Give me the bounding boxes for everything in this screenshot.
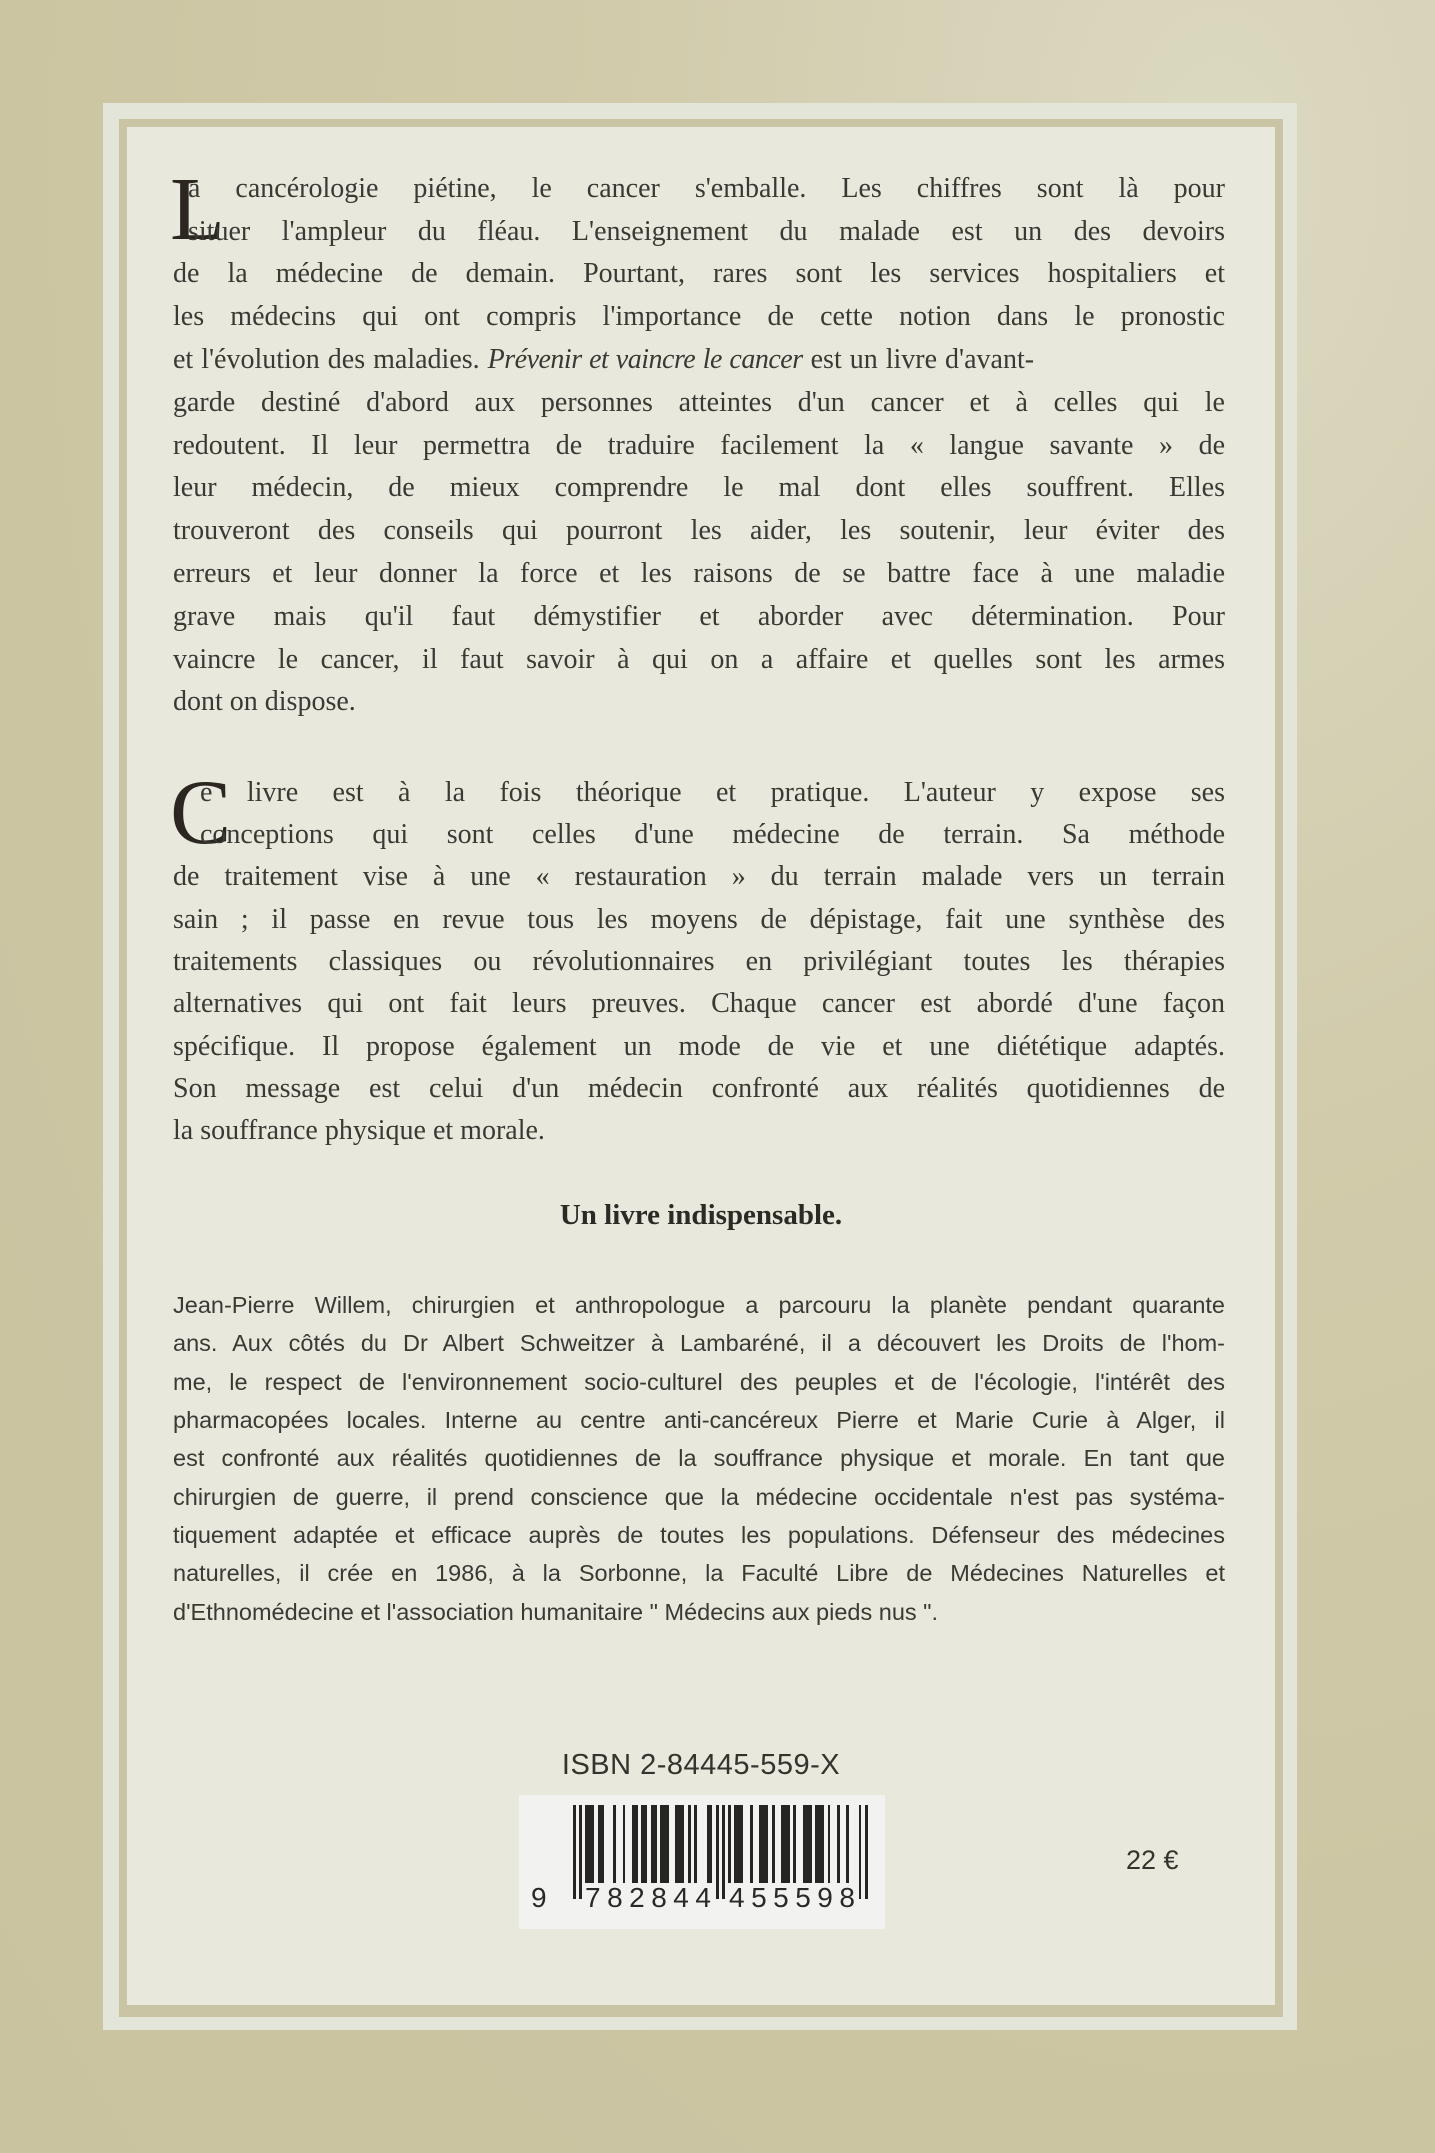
bio-line: est confronté aux réalités quotidiennes de la souffrance physique et morale. En tant que — [173, 1445, 1225, 1471]
text-line: leur médecin, de mieux comprendre le mal dont elles souffrent. Elles — [173, 472, 1225, 503]
barcode-bar — [781, 1805, 790, 1883]
barcode-bar — [694, 1805, 697, 1883]
barcode-bar — [688, 1805, 691, 1883]
text-line: garde destiné d'abord aux personnes atteintes d'un cancer et à celles qui le — [173, 387, 1225, 418]
text-line: les médecins qui ont compris l'importance de cette notion dans le pronostic — [173, 301, 1225, 332]
bio-line: Jean-Pierre Willem, chirurgien et anthropologue a parcouru la planète pendant quarante — [173, 1292, 1225, 1318]
text-line: a cancérologie piétine, le cancer s'emballe. Les chiffres sont là pour — [188, 173, 1225, 204]
text-line: sain ; il passe en revue tous les moyens de dépistage, fait une synthèse des — [173, 904, 1225, 935]
barcode-bar — [613, 1805, 616, 1883]
text-line: la souffrance physique et morale. — [173, 1115, 545, 1146]
barcode-bar — [707, 1805, 713, 1883]
barcode-bar — [651, 1805, 657, 1883]
barcode-bar — [573, 1805, 576, 1899]
text-line: traitements classiques ou révolutionnaires en privilégiant toutes les thérapies — [173, 946, 1225, 977]
text-line: grave mais qu'il faut démystifier et aborder avec détermination. Pour — [173, 601, 1225, 632]
bio-line: tiquement adaptée et efficace auprès de toutes les populations. Défenseur des médecines — [173, 1522, 1225, 1548]
bio-line: me, le respect de l'environnement socio-culturel des peuples et de l'écologie, l'intérêt des — [173, 1369, 1225, 1395]
text-line: trouveront des conseils qui pourront les aider, les soutenir, leur éviter des — [173, 515, 1225, 546]
text-line: situer l'ampleur du fléau. L'enseignement du malade est un des devoirs — [188, 216, 1225, 247]
barcode-digits-right: 455598 — [729, 1882, 862, 1913]
barcode-bar — [772, 1805, 775, 1883]
barcode-bar — [632, 1805, 638, 1883]
barcode-bar — [641, 1805, 647, 1883]
text-line: Son message est celui d'un médecin confronté aux réalités quotidiennes de — [173, 1073, 1225, 1104]
text-line: dont on dispose. — [173, 686, 356, 717]
text-line: vaincre le cancer, il faut savoir à qui on a affaire et quelles sont les armes — [173, 644, 1225, 675]
bio-line: ans. Aux côtés du Dr Albert Schweitzer à Lambaréné, il a découvert les Droits de l'hom- — [173, 1330, 1225, 1356]
barcode-bar — [598, 1805, 604, 1883]
barcode-bar — [722, 1805, 725, 1899]
ean13-barcode — [519, 1795, 885, 1929]
text-segment: et l'évolution des maladies. — [173, 344, 488, 375]
bio-line: chirurgien de guerre, il prend conscience que la médecine occidentale n'est pas systéma- — [173, 1484, 1225, 1510]
text-line: spécifique. Il propose également un mode de vie et une diététique adaptés. — [173, 1031, 1225, 1062]
text-line: e livre est à la fois théorique et pratique. L'auteur y expose ses — [200, 777, 1225, 808]
barcode-bar — [815, 1805, 824, 1883]
text-line: redoutent. Il leur permettra de traduire facilement la « langue savante » de — [173, 430, 1225, 461]
text-segment: est un livre d'avant- — [802, 344, 1035, 375]
text-line: alternatives qui ont fait leurs preuves. Chaque cancer est abordé d'une façon — [173, 988, 1225, 1019]
barcode-bar — [846, 1805, 849, 1883]
barcode-bar — [865, 1805, 868, 1899]
barcode-bar — [803, 1805, 812, 1883]
barcode-bar — [623, 1805, 626, 1883]
text-line: erreurs et leur donner la force et les raisons de se battre face à une maladie — [173, 558, 1225, 589]
barcode-bar — [579, 1805, 582, 1899]
barcode-bar — [660, 1805, 669, 1883]
isbn-number: ISBN 2-84445-559-X — [561, 1749, 841, 1781]
barcode-digit-first: 9 — [531, 1882, 547, 1913]
barcode-bar — [837, 1805, 840, 1883]
bio-line: naturelles, il crée en 1986, à la Sorbonne, la Faculté Libre de Médecines Naturelles et — [173, 1560, 1225, 1586]
tagline: Un livre indispensable. — [559, 1199, 843, 1231]
barcode-bar — [828, 1805, 831, 1883]
barcode-bar — [793, 1805, 796, 1883]
text-line: conceptions qui sont celles d'une médecine de terrain. Sa méthode — [200, 819, 1225, 850]
price-label: 22 € — [1126, 1845, 1179, 1875]
barcode-bar — [750, 1805, 753, 1883]
barcode-bar — [734, 1805, 743, 1883]
book-title-italic: Prévenir et vaincre le cancer — [487, 344, 803, 375]
bio-line: pharmacopées locales. Interne au centre anti-cancéreux Pierre et Marie Curie à Alger, il — [173, 1407, 1225, 1433]
bio-line: d'Ethnomédecine et l'association humanitaire " Médecins aux pieds nus ". — [173, 1599, 939, 1625]
barcode-bar — [585, 1805, 594, 1883]
dropcap-c: C — [170, 761, 232, 863]
text-line: de traitement vise à une « restauration » du terrain malade vers un terrain — [173, 861, 1225, 892]
barcode-digits-left: 782844 — [585, 1882, 718, 1913]
barcode-bar — [675, 1805, 684, 1883]
barcode-bar — [728, 1805, 731, 1883]
dropcap-l: L — [170, 160, 225, 259]
text-line-book-title — [173, 338, 1225, 381]
barcode-bar — [759, 1805, 768, 1883]
text-line: de la médecine de demain. Pourtant, rares sont les services hospitaliers et — [173, 258, 1225, 289]
